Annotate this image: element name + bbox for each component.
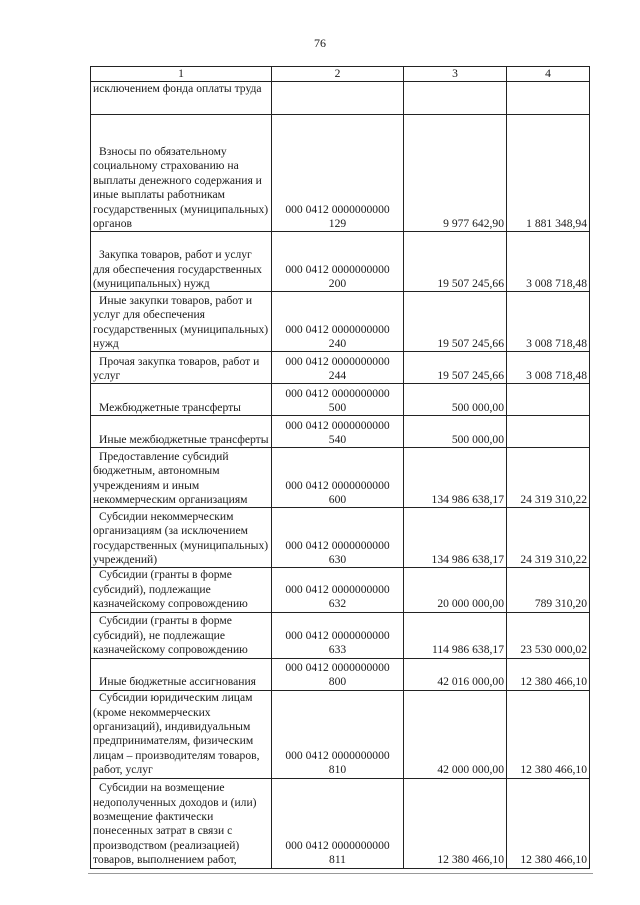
row-name: Иные закупки товаров, работ и услуг для обеспечения государственных (муниципальных) нужд — [93, 293, 269, 350]
row-code-cell — [272, 612, 404, 658]
row-name-cell — [91, 292, 272, 352]
table-row — [91, 115, 590, 232]
table-row — [91, 612, 590, 658]
row-value-col3 — [404, 82, 507, 115]
row-code-type: 810 — [328, 763, 347, 777]
row-code: 000 0412 0000000000 — [285, 262, 390, 276]
table-row — [91, 658, 590, 690]
row-code-type: 240 — [328, 337, 347, 350]
row-value-col3: 12 380 466,10 — [404, 778, 507, 868]
row-code-cell — [272, 778, 404, 868]
row-value-col3: 19 507 245,66 — [404, 292, 507, 352]
row-code-type: 811 — [329, 853, 346, 867]
row-value-col4: 12 380 466,10 — [507, 778, 590, 868]
row-code-cell — [272, 508, 404, 568]
row-value-col3: 42 016 000,00 — [404, 658, 507, 690]
row-name-cell — [91, 568, 272, 612]
column-header-4: 4 — [507, 67, 590, 82]
row-code: 000 0412 0000000000 — [285, 478, 390, 492]
row-code: 000 0412 0000000000 — [285, 582, 390, 596]
row-code-type: 632 — [328, 597, 347, 611]
row-value-col4: 789 310,20 — [507, 568, 590, 612]
row-value-col4: 24 319 310,22 — [507, 448, 590, 508]
table-row — [91, 416, 590, 448]
row-value-col4 — [507, 82, 590, 115]
table-row — [91, 292, 590, 352]
row-name-cell — [91, 416, 272, 448]
row-name-cell — [91, 690, 272, 778]
row-code-type: 630 — [328, 553, 347, 566]
row-name: Субсидии (гранты в форме субсидий), не подлежащие казначейскому сопровождению — [93, 614, 248, 657]
row-code-cell — [272, 232, 404, 292]
row-code: 000 0412 0000000000 — [285, 202, 390, 216]
row-name: Взносы по обязательному социальному страхованию на выплаты денежного содержания и иные выплаты работникам государственных (муниципальных) органов — [93, 144, 269, 230]
row-value-col3: 134 986 638,17 — [404, 508, 507, 568]
column-header-2: 2 — [272, 67, 404, 82]
row-value-col4: 12 380 466,10 — [507, 658, 590, 690]
row-name-cell — [91, 448, 272, 508]
row-code: 000 0412 0000000000 — [285, 838, 390, 852]
row-code-cell — [272, 292, 404, 352]
row-name: Иные бюджетные ассигнования — [99, 675, 256, 689]
row-value-col4: 24 319 310,22 — [507, 508, 590, 568]
row-code-type: 600 — [328, 493, 347, 506]
row-value-col3: 19 507 245,66 — [404, 232, 507, 292]
table-row — [91, 232, 590, 292]
row-name: Субсидии некоммерческим организациям (за исключением государственных (муниципальных) учреждений) — [93, 509, 269, 566]
table-row — [91, 384, 590, 416]
row-name: Предоставление субсидий бюджетным, автономным учреждениям и иным некоммерческим организациям — [93, 449, 248, 506]
table-row — [91, 568, 590, 612]
table-row — [91, 508, 590, 568]
row-name-cell — [91, 778, 272, 868]
page-number: 76 — [314, 36, 326, 50]
row-code-cell — [272, 690, 404, 778]
table-row — [91, 82, 590, 115]
row-name: исключением фонда оплаты труда — [93, 82, 262, 96]
row-code: 000 0412 0000000000 — [285, 748, 390, 762]
row-value-col3: 134 986 638,17 — [404, 448, 507, 508]
row-name: Прочая закупка товаров, работ и услуг — [93, 354, 260, 382]
row-code-cell — [272, 658, 404, 690]
row-code: 000 0412 0000000000 — [285, 628, 390, 642]
row-code-cell — [272, 115, 404, 232]
table-header-row — [91, 67, 590, 82]
row-code-type: 500 — [328, 401, 347, 414]
row-code: 000 0412 0000000000 — [285, 660, 390, 674]
row-value-col4: 3 008 718,48 — [507, 232, 590, 292]
row-value-col3: 500 000,00 — [404, 416, 507, 448]
row-code: 000 0412 0000000000 — [285, 322, 390, 336]
row-code-cell — [272, 384, 404, 416]
row-name-cell — [91, 658, 272, 690]
row-code-type: 800 — [328, 675, 347, 689]
column-header-1: 1 — [91, 67, 272, 82]
row-code-type: 200 — [328, 277, 347, 290]
row-code-cell — [272, 82, 404, 115]
footer-rule — [88, 873, 593, 874]
row-code-cell — [272, 568, 404, 612]
row-value-col4 — [507, 416, 590, 448]
row-code: 000 0412 0000000000 — [285, 354, 390, 368]
row-value-col4 — [507, 384, 590, 416]
row-value-col4: 3 008 718,48 — [507, 292, 590, 352]
row-value-col3: 42 000 000,00 — [404, 690, 507, 778]
row-value-col3: 20 000 000,00 — [404, 568, 507, 612]
row-code-type: 244 — [328, 369, 347, 382]
row-code: 000 0412 0000000000 — [285, 386, 390, 400]
table-row — [91, 690, 590, 778]
row-name: Межбюджетные трансферты — [99, 401, 241, 414]
row-name: Субсидии на возмещение недополученных доходов и (или) возмещение фактически понесенных затрат в связи с производством (реализацией) товаров, выполнением работ, — [93, 781, 257, 867]
row-name-cell — [91, 352, 272, 384]
row-code: 000 0412 0000000000 — [285, 418, 390, 432]
row-code-cell — [272, 416, 404, 448]
column-header-3: 3 — [404, 67, 507, 82]
row-code-type: 633 — [328, 643, 347, 657]
row-value-col4: 1 881 348,94 — [507, 115, 590, 232]
row-name-cell — [91, 508, 272, 568]
row-name-cell — [91, 612, 272, 658]
row-value-col4: 23 530 000,02 — [507, 612, 590, 658]
row-value-col3: 19 507 245,66 — [404, 352, 507, 384]
table-row — [91, 778, 590, 868]
row-name-cell — [91, 82, 272, 115]
row-code: 000 0412 0000000000 — [285, 538, 390, 552]
row-name: Иные межбюджетные трансферты — [99, 433, 269, 446]
row-code-cell — [272, 448, 404, 508]
row-code-type: 540 — [328, 433, 347, 446]
row-name: Субсидии (гранты в форме субсидий), подлежащие казначейскому сопровождению — [93, 568, 248, 611]
row-name: Закупка товаров, работ и услуг для обеспечения государственных (муниципальных) нужд — [93, 248, 262, 290]
row-code-type: 129 — [328, 217, 347, 230]
row-code-cell — [272, 352, 404, 384]
row-name-cell — [91, 384, 272, 416]
row-value-col4: 12 380 466,10 — [507, 690, 590, 778]
budget-table — [90, 66, 590, 869]
row-value-col3: 500 000,00 — [404, 384, 507, 416]
row-value-col4: 3 008 718,48 — [507, 352, 590, 384]
row-name-cell — [91, 115, 272, 232]
table-row — [91, 448, 590, 508]
row-value-col3: 9 977 642,90 — [404, 115, 507, 232]
row-name-cell — [91, 232, 272, 292]
table-row — [91, 352, 590, 384]
row-value-col3: 114 986 638,17 — [404, 612, 507, 658]
row-name: Субсидии юридическим лицам (кроме некоммерческих организаций), индивидуальным предпринимателям, физическим лицам – производителям товаров, работ, услуг — [93, 691, 260, 777]
